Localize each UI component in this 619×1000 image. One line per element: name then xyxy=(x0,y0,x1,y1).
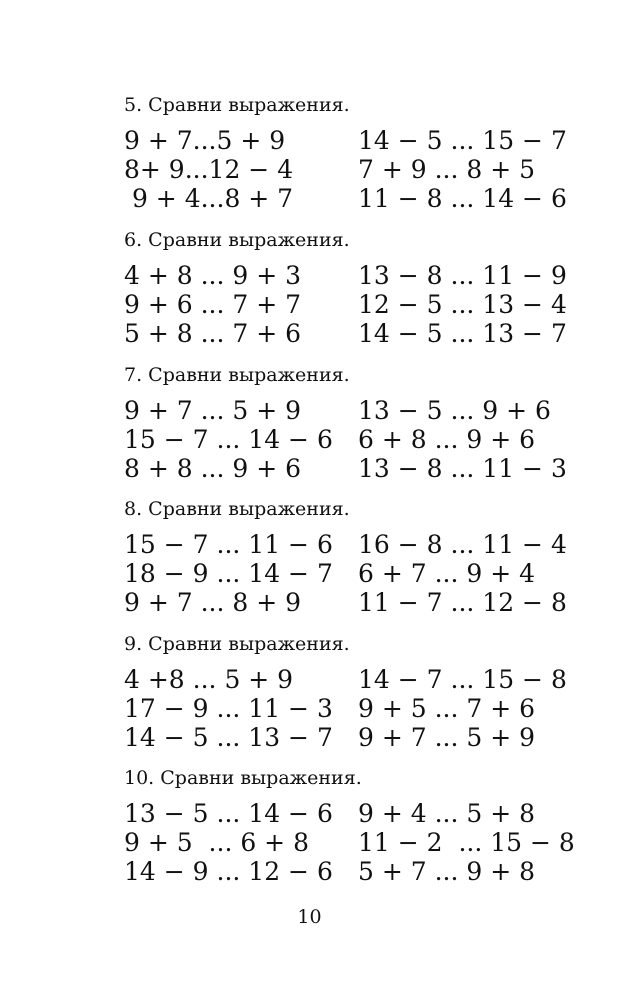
expression-left: 4 +8 ... 5 + 9 xyxy=(124,665,294,694)
expression-row xyxy=(124,559,564,588)
expression-right: 9 + 4 ... 5 + 8 xyxy=(358,799,536,828)
expression-right: 5 + 7 ... 9 + 8 xyxy=(358,857,536,886)
exercise-title: 8. Сравни выражения. xyxy=(124,498,350,520)
expression-row xyxy=(124,723,564,752)
expression-right: 11 − 8 ... 14 − 6 xyxy=(358,184,567,213)
expression-left: 8+ 9...12 − 4 xyxy=(124,155,294,184)
expression-right: 13 − 8 ... 11 − 3 xyxy=(358,454,567,483)
expression-right: 14 − 7 ... 15 − 8 xyxy=(358,665,567,694)
expression-row xyxy=(124,530,567,559)
expression-list xyxy=(124,665,567,752)
exercise-10 xyxy=(124,767,575,886)
exercise-title: 10. Сравни выражения. xyxy=(124,767,362,789)
expression-right: 11 − 7 ... 12 − 8 xyxy=(358,588,567,617)
expression-right: 6 + 7 ... 9 + 4 xyxy=(358,559,536,588)
expression-left: 17 − 9 ... 11 − 3 xyxy=(124,694,333,723)
expression-left: 9 + 4...8 + 7 xyxy=(124,184,294,213)
expression-left: 9 + 7 ... 5 + 9 xyxy=(124,396,302,425)
expression-right: 7 + 9 ... 8 + 5 xyxy=(358,155,536,184)
expression-row xyxy=(124,290,567,319)
expression-right: 11 − 2 ... 15 − 8 xyxy=(358,828,575,857)
expression-right: 13 − 5 ... 9 + 6 xyxy=(358,396,551,425)
expression-right: 6 + 8 ... 9 + 6 xyxy=(358,425,536,454)
expression-left: 8 + 8 ... 9 + 6 xyxy=(124,454,302,483)
expression-row xyxy=(124,126,567,155)
exercise-title: 6. Сравни выражения. xyxy=(124,229,350,251)
exercise-title: 5. Сравни выражения. xyxy=(124,94,350,116)
expression-row xyxy=(124,184,567,213)
expression-left: 5 + 8 ... 7 + 6 xyxy=(124,319,302,348)
expression-left: 14 − 9 ... 12 − 6 xyxy=(124,857,333,886)
expression-right: 9 + 7 ... 5 + 9 xyxy=(358,723,536,752)
page-number: 10 xyxy=(297,906,322,928)
expression-row xyxy=(124,396,564,425)
expression-row xyxy=(124,454,567,483)
exercise-7 xyxy=(124,364,567,483)
expression-right: 9 + 5 ... 7 + 6 xyxy=(358,694,536,723)
exercise-9 xyxy=(124,633,567,752)
expression-left: 9 + 7 ... 8 + 9 xyxy=(124,588,302,617)
expression-row xyxy=(124,588,567,617)
expression-left: 14 − 5 ... 13 − 7 xyxy=(124,723,333,752)
expression-row xyxy=(124,665,567,694)
expression-row xyxy=(124,828,575,857)
expression-left: 13 − 5 ... 14 − 6 xyxy=(124,799,333,828)
exercise-8 xyxy=(124,498,567,617)
expression-left: 9 + 7...5 + 9 xyxy=(124,126,286,155)
expression-left: 9 + 5 ... 6 + 8 xyxy=(124,828,309,857)
expression-right: 12 − 5 ... 13 − 4 xyxy=(358,290,567,319)
expression-list xyxy=(124,799,575,886)
expression-left: 18 − 9 ... 14 − 7 xyxy=(124,559,333,588)
expression-right: 13 − 8 ... 11 − 9 xyxy=(358,261,567,290)
exercise-title: 9. Сравни выражения. xyxy=(124,633,350,655)
expression-row xyxy=(124,319,567,348)
exercise-6 xyxy=(124,229,567,348)
expression-list xyxy=(124,126,567,213)
expression-list xyxy=(124,396,567,483)
expression-left: 15 − 7 ... 11 − 6 xyxy=(124,530,333,559)
exercise-5 xyxy=(124,94,567,213)
expression-right: 14 − 5 ... 13 − 7 xyxy=(358,319,567,348)
expression-left: 4 + 8 ... 9 + 3 xyxy=(124,261,302,290)
expression-list xyxy=(124,530,567,617)
expression-left: 9 + 6 ... 7 + 7 xyxy=(124,290,302,319)
exercise-title: 7. Сравни выражения. xyxy=(124,364,350,386)
expression-right: 16 − 8 ... 11 − 4 xyxy=(358,530,567,559)
expression-row xyxy=(124,799,564,828)
expression-row xyxy=(124,425,564,454)
expression-row xyxy=(124,857,564,886)
expression-row xyxy=(124,261,567,290)
expression-right: 14 − 5 ... 15 − 7 xyxy=(358,126,567,155)
expression-row xyxy=(124,694,564,723)
expression-left: 15 − 7 ... 14 − 6 xyxy=(124,425,333,454)
expression-row xyxy=(124,155,564,184)
expression-list xyxy=(124,261,567,348)
